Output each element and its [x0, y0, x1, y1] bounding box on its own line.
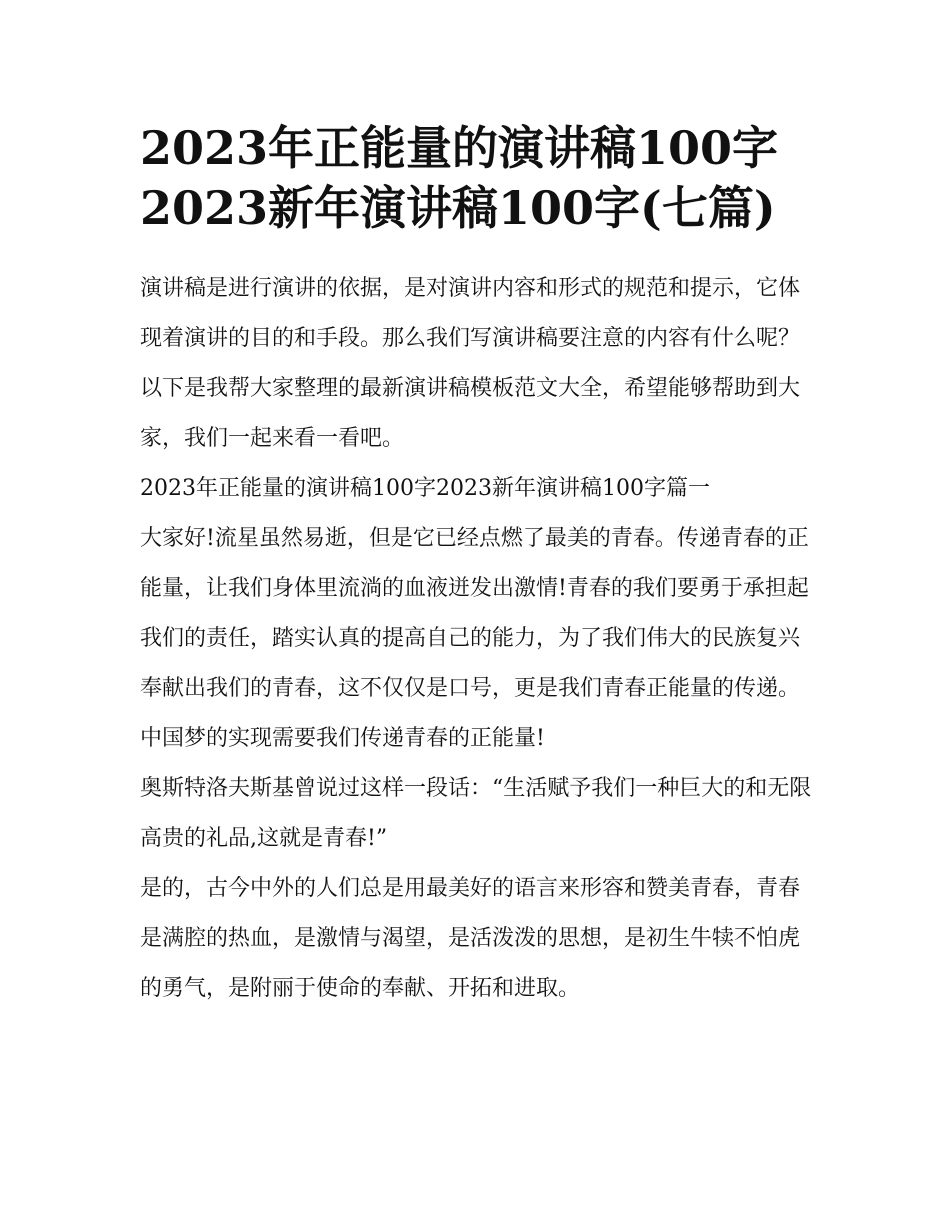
body-paragraph: 大家好!流星虽然易逝，但是它已经点燃了最美的青春。传递青春的正能量，让我们身体里流淌的血液迸发出激情!青春的我们要勇于承担起我们的责任，踏实认真的提高自己的能力，为了我们伟大的民族复兴奉献出我们的青春，这不仅仅是口号，更是我们青春正能量的传递。中国梦的实现需要我们传递青春的正能量! — [140, 526, 809, 751]
document-title — [140, 118, 812, 238]
section-heading: 2023年正能量的演讲稿100字2023新年演讲稿100字篇一 — [140, 476, 710, 501]
quote-paragraph: 奥斯特洛夫斯基曾说过这样一段话：“生活赋予我们一种巨大的和无限高贵的礼品,这就是青春!” — [140, 776, 812, 851]
document-body — [140, 118, 812, 1014]
intro-paragraph: 演讲稿是进行演讲的依据，是对演讲内容和形式的规范和提示，它体现着演讲的目的和手段。那么我们写演讲稿要注意的内容有什么呢？以下是我帮大家整理的最新演讲稿模板范文大全，希望能够帮助到大家，我们一起来看一看吧。 — [140, 276, 801, 451]
body-paragraph: 是的，古今中外的人们总是用最美好的语言来形容和赞美青春，青春是满腔的热血，是激情与渴望，是活泼泼的思想，是初生牛犊不怕虎的勇气，是附丽于使命的奉献、开拓和进取。 — [140, 876, 801, 1001]
title-line-1: 2023年正能量的演讲稿100字 — [140, 121, 779, 175]
title-line-2: 2023新年演讲稿100字(七篇) — [140, 181, 776, 235]
document-content — [140, 264, 812, 1014]
